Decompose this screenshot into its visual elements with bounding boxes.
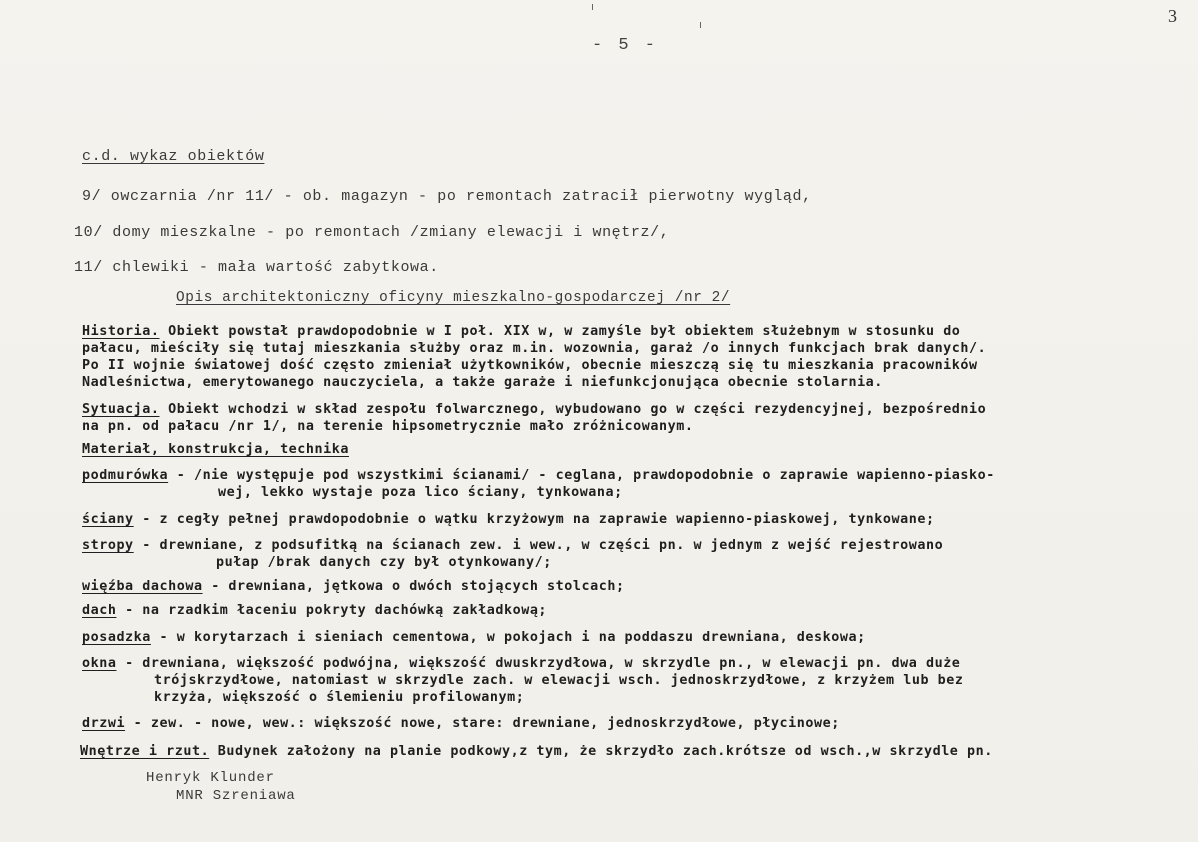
material-entry-wnetrze xyxy=(80,743,993,760)
entry-label: Wnętrze i rzut. xyxy=(80,744,210,759)
sytuacja-line: na pn. od pałacu /nr 1/, na terenie hipsometrycznie mało zróżnicowanym. xyxy=(82,419,694,434)
entry-line: Budynek założony na planie podkowy,z tym, że skrzydło zach.krótsze od wsch.,w skrzydle pn. xyxy=(209,744,993,759)
entry-line: wej, lekko wystaje poza lico ściany, tynkowana; xyxy=(218,485,623,500)
sytuacja-paragraph xyxy=(82,401,986,418)
entry-label: więźba dachowa xyxy=(82,579,203,594)
entry-line: - na rzadkim łaceniu pokryty dachówką zakładkową; xyxy=(116,603,548,618)
material-entry-wiezba xyxy=(82,578,625,595)
material-entry-sciany xyxy=(82,511,935,528)
entry-line: - drewniana, jętkowa o dwóch stojących stolcach; xyxy=(202,579,625,594)
sytuacja-label: Sytuacja. xyxy=(82,402,160,417)
list-heading: c.d. wykaz obiektów xyxy=(82,148,265,165)
entry-label: podmurówka xyxy=(82,468,169,483)
historia-paragraph xyxy=(82,323,960,340)
historia-line: pałacu, mieściły się tutaj mieszkania służby oraz m.in. wozownia, garaż /o innych funkcjach brak danych/. xyxy=(82,341,987,356)
material-entry-stropy xyxy=(82,537,943,554)
historia-line: Nadleśnictwa, emerytowanego nauczyciela, a także garaże i niefunkcjonująca obecnie stolarnia. xyxy=(82,375,883,390)
punch-mark xyxy=(592,4,593,10)
material-entry-podmurowka xyxy=(82,467,995,484)
page-header-number: - 5 - xyxy=(592,36,659,55)
list-item: 9/ owczarnia /nr 11/ - ob. magazyn - po remontach zatracił pierwotny wygląd, xyxy=(82,188,812,205)
entry-label: posadzka xyxy=(82,630,151,645)
entry-line: - /nie występuje pod wszystkimi ścianami/ - ceglana, prawdopodobnie o zaprawie wapienno-piasko- xyxy=(168,468,995,483)
historia-label: Historia. xyxy=(82,324,160,339)
list-item: 10/ domy mieszkalne - po remontach /zmiany elewacji i wnętrz/, xyxy=(74,224,670,241)
entry-label: stropy xyxy=(82,538,134,553)
entry-label: ściany xyxy=(82,512,134,527)
historia-line: Obiekt powstał prawdopodobnie w I poł. XIX w, w zamyśle był obiektem służebnym w stosunku do xyxy=(159,324,961,339)
entry-line: - drewniane, z podsufitką na ścianach zew. i wew., w części pn. w jednym z wejść rejestrowano xyxy=(133,538,944,553)
entry-label: dach xyxy=(82,603,117,618)
material-heading: Materiał, konstrukcja, technika xyxy=(82,442,349,457)
entry-line: - z cegły pełnej prawdopodobnie o wątku krzyżowym na zaprawie wapienno-piaskowej, tynkowane; xyxy=(133,512,935,527)
corner-page-number: 3 xyxy=(1168,6,1177,26)
material-entry-okna xyxy=(82,655,960,672)
material-entry-drzwi xyxy=(82,715,840,732)
material-entry-dach xyxy=(82,602,547,619)
entry-label: drzwi xyxy=(82,716,126,731)
entry-line: - drewniana, większość podwójna, większość dwuskrzydłowa, w skrzydle pn., w elewacji pn. dwa duże xyxy=(116,656,961,671)
signature-org: MNR Szreniawa xyxy=(176,788,296,804)
entry-line: trójskrzydłowe, natomiast w skrzydle zach. w elewacji wsch. jednoskrzydłowe, z krzyżem lub bez xyxy=(154,673,964,688)
list-item: 11/ chlewiki - mała wartość zabytkowa. xyxy=(74,259,439,276)
material-entry-posadzka xyxy=(82,629,866,646)
signature-name: Henryk Klunder xyxy=(146,770,275,786)
entry-line: krzyża, większość o ślemieniu profilowanym; xyxy=(154,690,525,705)
entry-line: pułap /brak danych czy był otynkowany/; xyxy=(216,555,552,570)
historia-line: Po II wojnie światowej dość często zmieniał użytkowników, obecnie mieszczą się tu mieszkania pracowników xyxy=(82,358,978,373)
entry-label: okna xyxy=(82,656,117,671)
entry-line: - zew. - nowe, wew.: większość nowe, stare: drewniane, jednoskrzydłowe, płycinowe; xyxy=(125,716,840,731)
entry-line: - w korytarzach i sieniach cementowa, w pokojach i na poddaszu drewniana, deskowa; xyxy=(150,630,866,645)
sytuacja-line: Obiekt wchodzi w skład zespołu folwarcznego, wybudowano go w części rezydencyjnej, bezpośrednio xyxy=(159,402,987,417)
punch-mark xyxy=(700,22,701,28)
section-title: Opis architektoniczny oficyny mieszkalno-gospodarczej /nr 2/ xyxy=(176,290,731,306)
